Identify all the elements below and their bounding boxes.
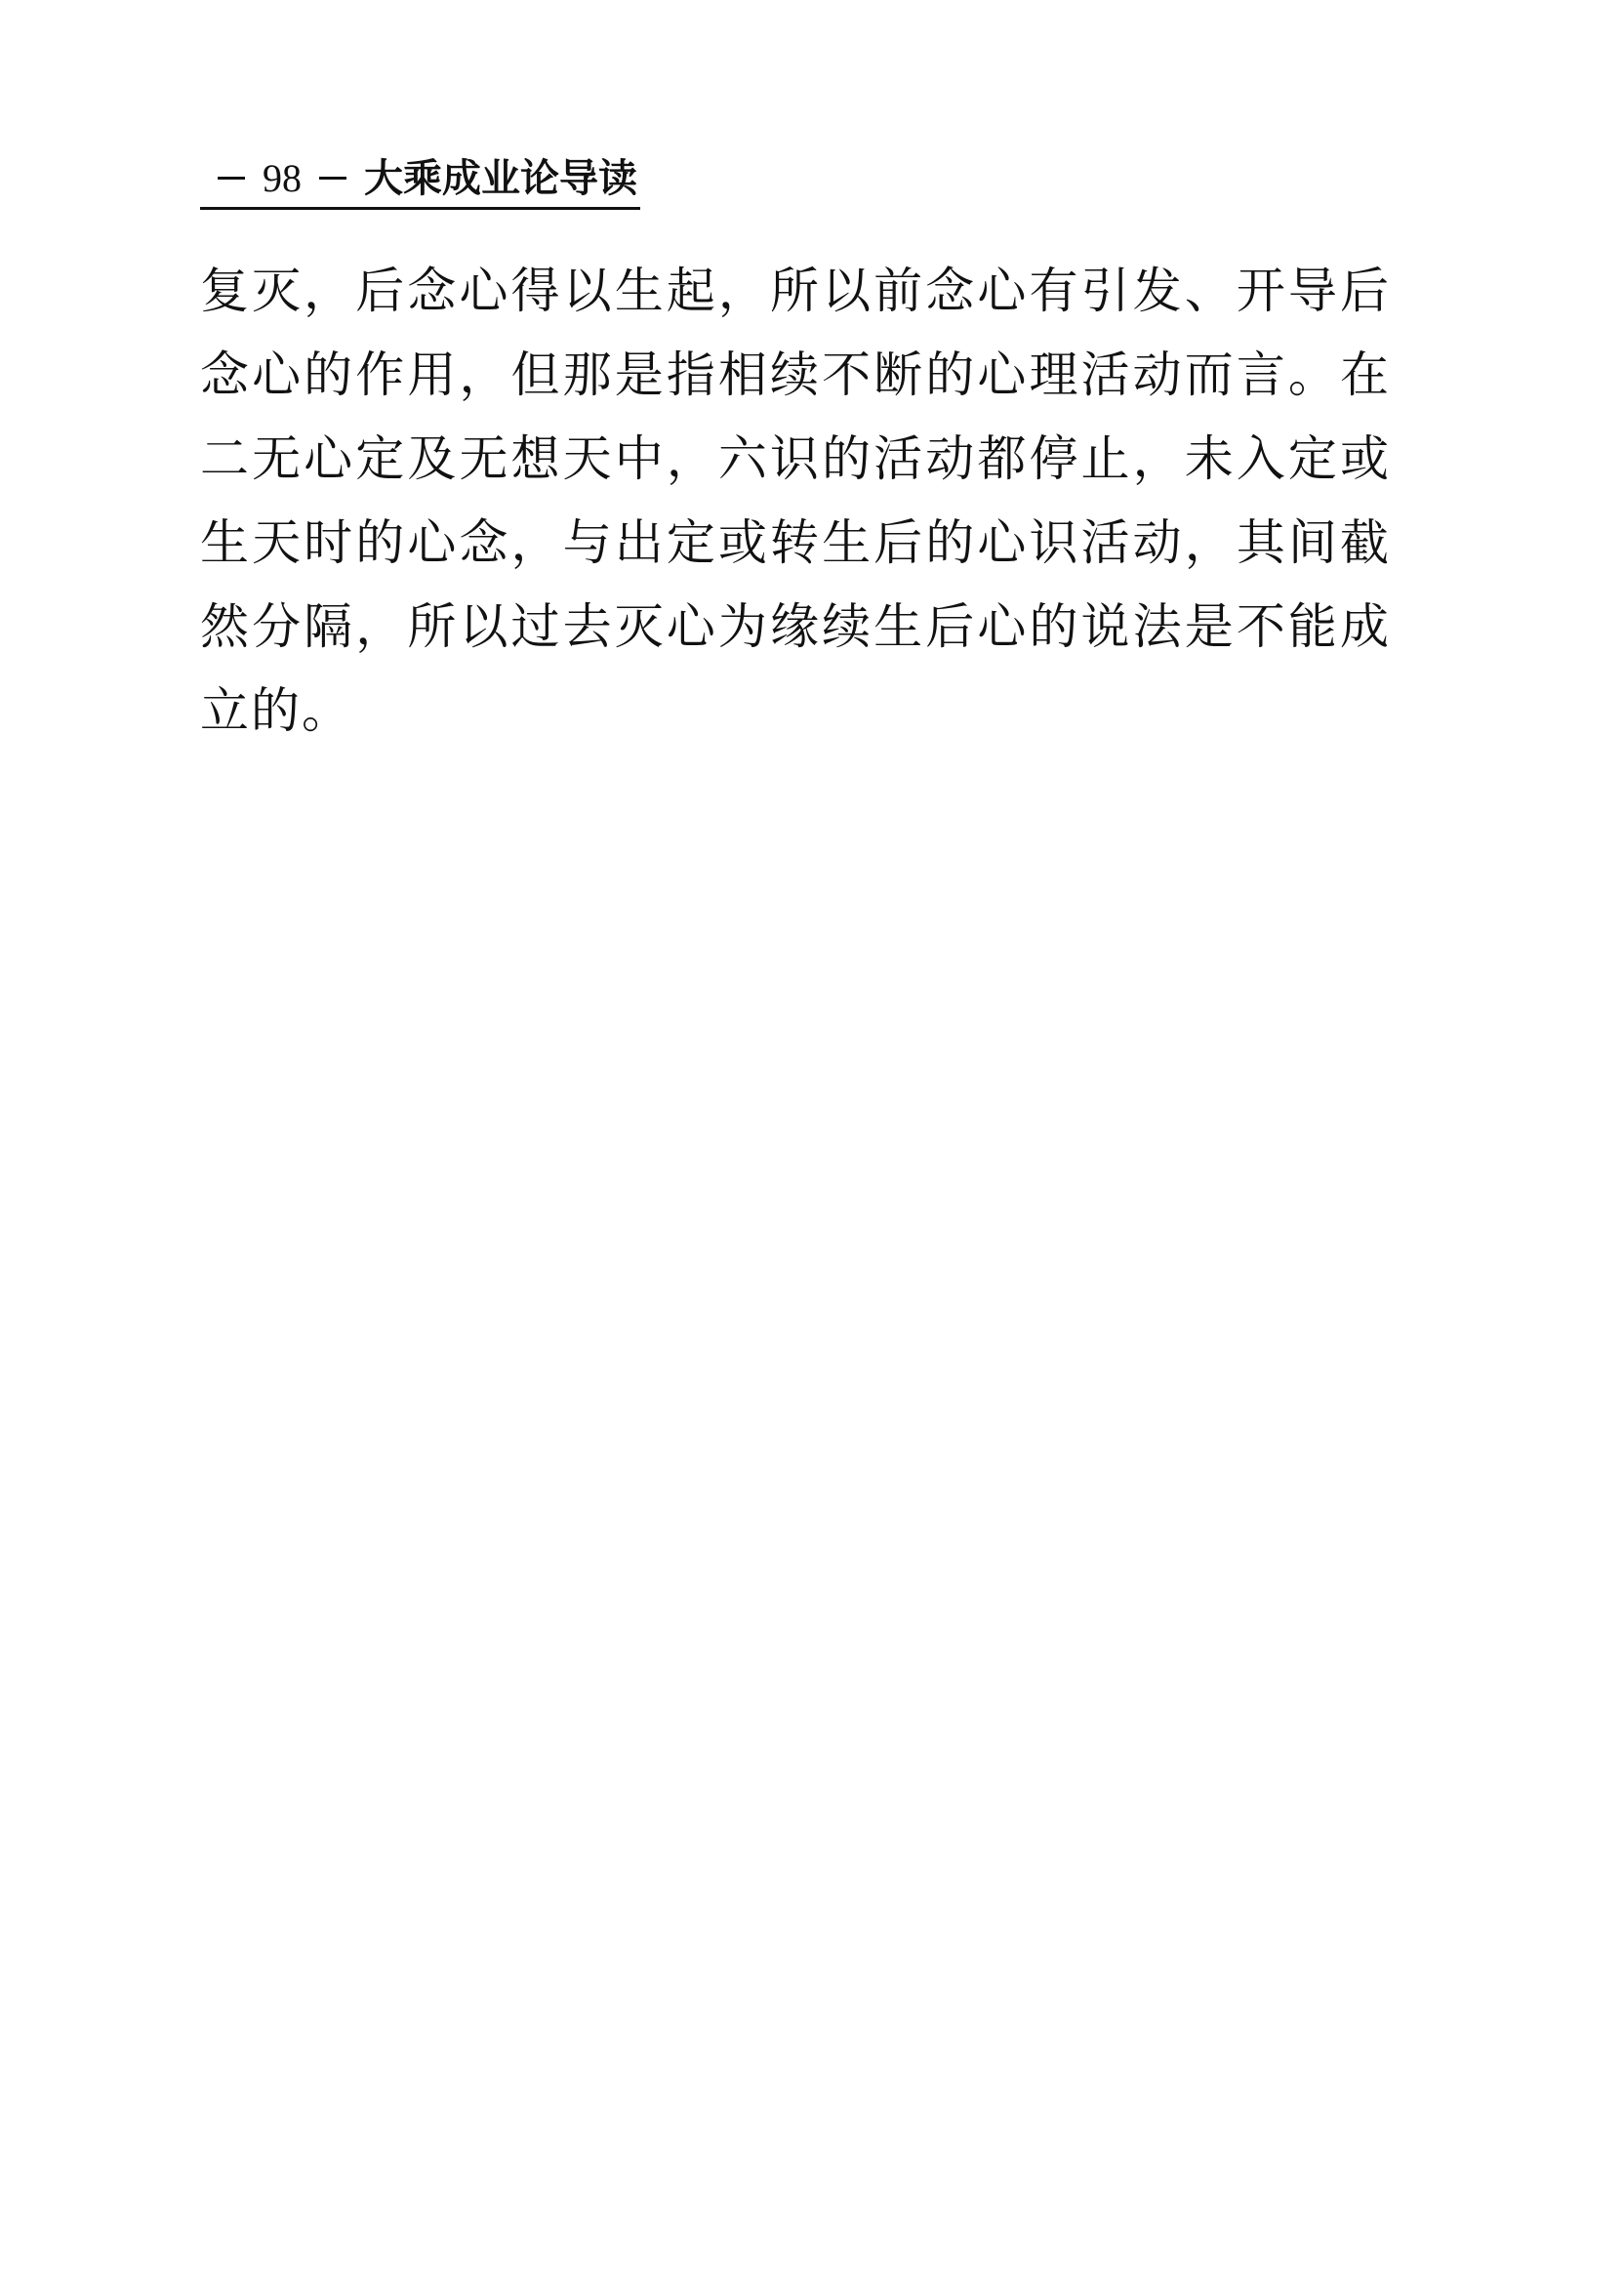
- header-dash-left: [218, 177, 245, 180]
- header-dash-right: [319, 177, 346, 180]
- running-header: [200, 153, 637, 204]
- book-title: 大乘成业论导读: [364, 155, 637, 201]
- page-number: 98: [263, 156, 302, 200]
- header-rule: [200, 207, 640, 210]
- paragraph-1: 复灭，后念心得以生起，所以前念心有引发、开导后念心的作用，但那是指相续不断的心理活动而言。在二无心定及无想天中，六识的活动都停止，未入定或生天时的心念，与出定或转生后的心识活动，其间截然分隔，所以过去灭心为缘续生后心的说法是不能成立的。: [200, 263, 1391, 739]
